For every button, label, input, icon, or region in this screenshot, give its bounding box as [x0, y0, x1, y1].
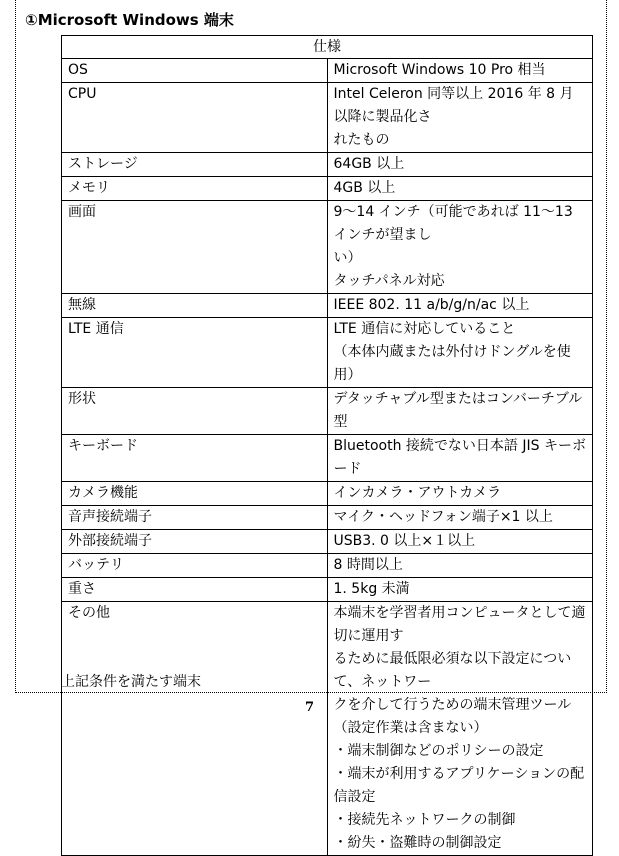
- row-value: [327, 506, 593, 530]
- row-value-line: デタッチャブル型またはコンバーチブル型: [333, 391, 583, 430]
- row-value-line: インカメラ・アウトカメラ: [333, 485, 502, 501]
- row-label: 形状: [62, 388, 328, 435]
- row-value: [327, 602, 593, 856]
- table-row: [62, 201, 593, 294]
- row-value-line: れたもの: [333, 132, 390, 148]
- table-row: [62, 482, 593, 506]
- table-row: [62, 554, 593, 578]
- row-value-line: USB3. 0 以上×１以上: [333, 533, 476, 549]
- row-value-line: LTE 通信に対応していること: [333, 321, 516, 337]
- spec-table-header: 仕様: [62, 36, 593, 59]
- row-value: [327, 294, 593, 318]
- row-value-line: 8 時間以上: [333, 557, 403, 573]
- row-label: カメラ機能: [62, 482, 328, 506]
- footer-text: 上記条件を満たす端末: [61, 674, 201, 690]
- row-label: 外部接続端子: [62, 530, 328, 554]
- row-value-line: タッチパネル対応: [333, 273, 445, 289]
- row-value-line: い）: [333, 250, 362, 266]
- row-value: [327, 318, 593, 388]
- row-value-line: Intel Celeron 同等以上 2016 年 8 月以降に製品化さ: [333, 86, 574, 125]
- row-value: [327, 83, 593, 153]
- page-number: 7: [304, 700, 315, 715]
- row-value-line: （設定作業は含まない）: [333, 720, 488, 736]
- row-value-line: マイク・ヘッドフォン端子×1 以上: [333, 509, 553, 525]
- row-value: [327, 435, 593, 482]
- row-label: ストレージ: [62, 153, 328, 177]
- table-row: [62, 388, 593, 435]
- row-value-line: クを介して行うための端末管理ツール: [333, 697, 572, 713]
- row-value: [327, 388, 593, 435]
- row-value-line: 64GB 以上: [333, 156, 405, 172]
- row-label: LTE 通信: [62, 318, 328, 388]
- spec-table-body: [62, 59, 593, 856]
- table-row: [62, 506, 593, 530]
- row-value: [327, 201, 593, 294]
- row-label: 音声接続端子: [62, 506, 328, 530]
- row-label: CPU: [62, 83, 328, 153]
- row-value-line: IEEE 802. 11 a/b/g/n/ac 以上: [333, 297, 530, 313]
- row-value: [327, 554, 593, 578]
- table-row: [62, 153, 593, 177]
- row-value: [327, 578, 593, 602]
- table-row: [62, 602, 593, 856]
- row-value-line: Bluetooth 接続でない日本語 JIS キーボード: [333, 438, 586, 477]
- table-row: [62, 578, 593, 602]
- row-value-line: 4GB 以上: [333, 180, 396, 196]
- row-value-line: ・接続先ネットワークの制御: [333, 812, 516, 828]
- row-label: メモリ: [62, 177, 328, 201]
- row-value-line: 1. 5kg 未満: [333, 581, 410, 597]
- row-label: 画面: [62, 201, 328, 294]
- table-row: [62, 59, 593, 83]
- row-value-line: るために最低限必須な以下設定について、ネットワー: [333, 651, 572, 690]
- row-value-line: （本体内蔵または外付けドングルを使用）: [333, 344, 571, 383]
- spec-table-header-row: [62, 36, 593, 59]
- row-value: [327, 153, 593, 177]
- row-value-line: 本端末を学習者用コンピュータとして適切に運用す: [333, 605, 586, 644]
- row-label: キーボード: [62, 435, 328, 482]
- table-row: [62, 177, 593, 201]
- table-row: [62, 435, 593, 482]
- section-title: ①Microsoft Windows 端末: [25, 11, 234, 29]
- spec-table: [61, 35, 593, 856]
- table-row: [62, 318, 593, 388]
- row-label: 無線: [62, 294, 328, 318]
- row-value: [327, 482, 593, 506]
- row-label: OS: [62, 59, 328, 83]
- row-value: [327, 177, 593, 201]
- row-value-line: ・端末が利用するアプリケーションの配信設定: [333, 766, 585, 805]
- row-label: バッテリ: [62, 554, 328, 578]
- table-row: [62, 530, 593, 554]
- row-label: 重さ: [62, 578, 328, 602]
- row-value-line: ・紛失・盗難時の制御設定: [333, 835, 502, 851]
- table-row: [62, 83, 593, 153]
- row-value: [327, 59, 593, 83]
- row-value-line: ・端末制御などのポリシーの設定: [333, 743, 544, 759]
- row-label: その他: [62, 602, 328, 856]
- row-value: [327, 530, 593, 554]
- row-value-line: Microsoft Windows 10 Pro 相当: [333, 62, 546, 78]
- table-row: [62, 294, 593, 318]
- row-value-line: 9～14 インチ（可能であれば 11～13 インチが望まし: [333, 204, 573, 243]
